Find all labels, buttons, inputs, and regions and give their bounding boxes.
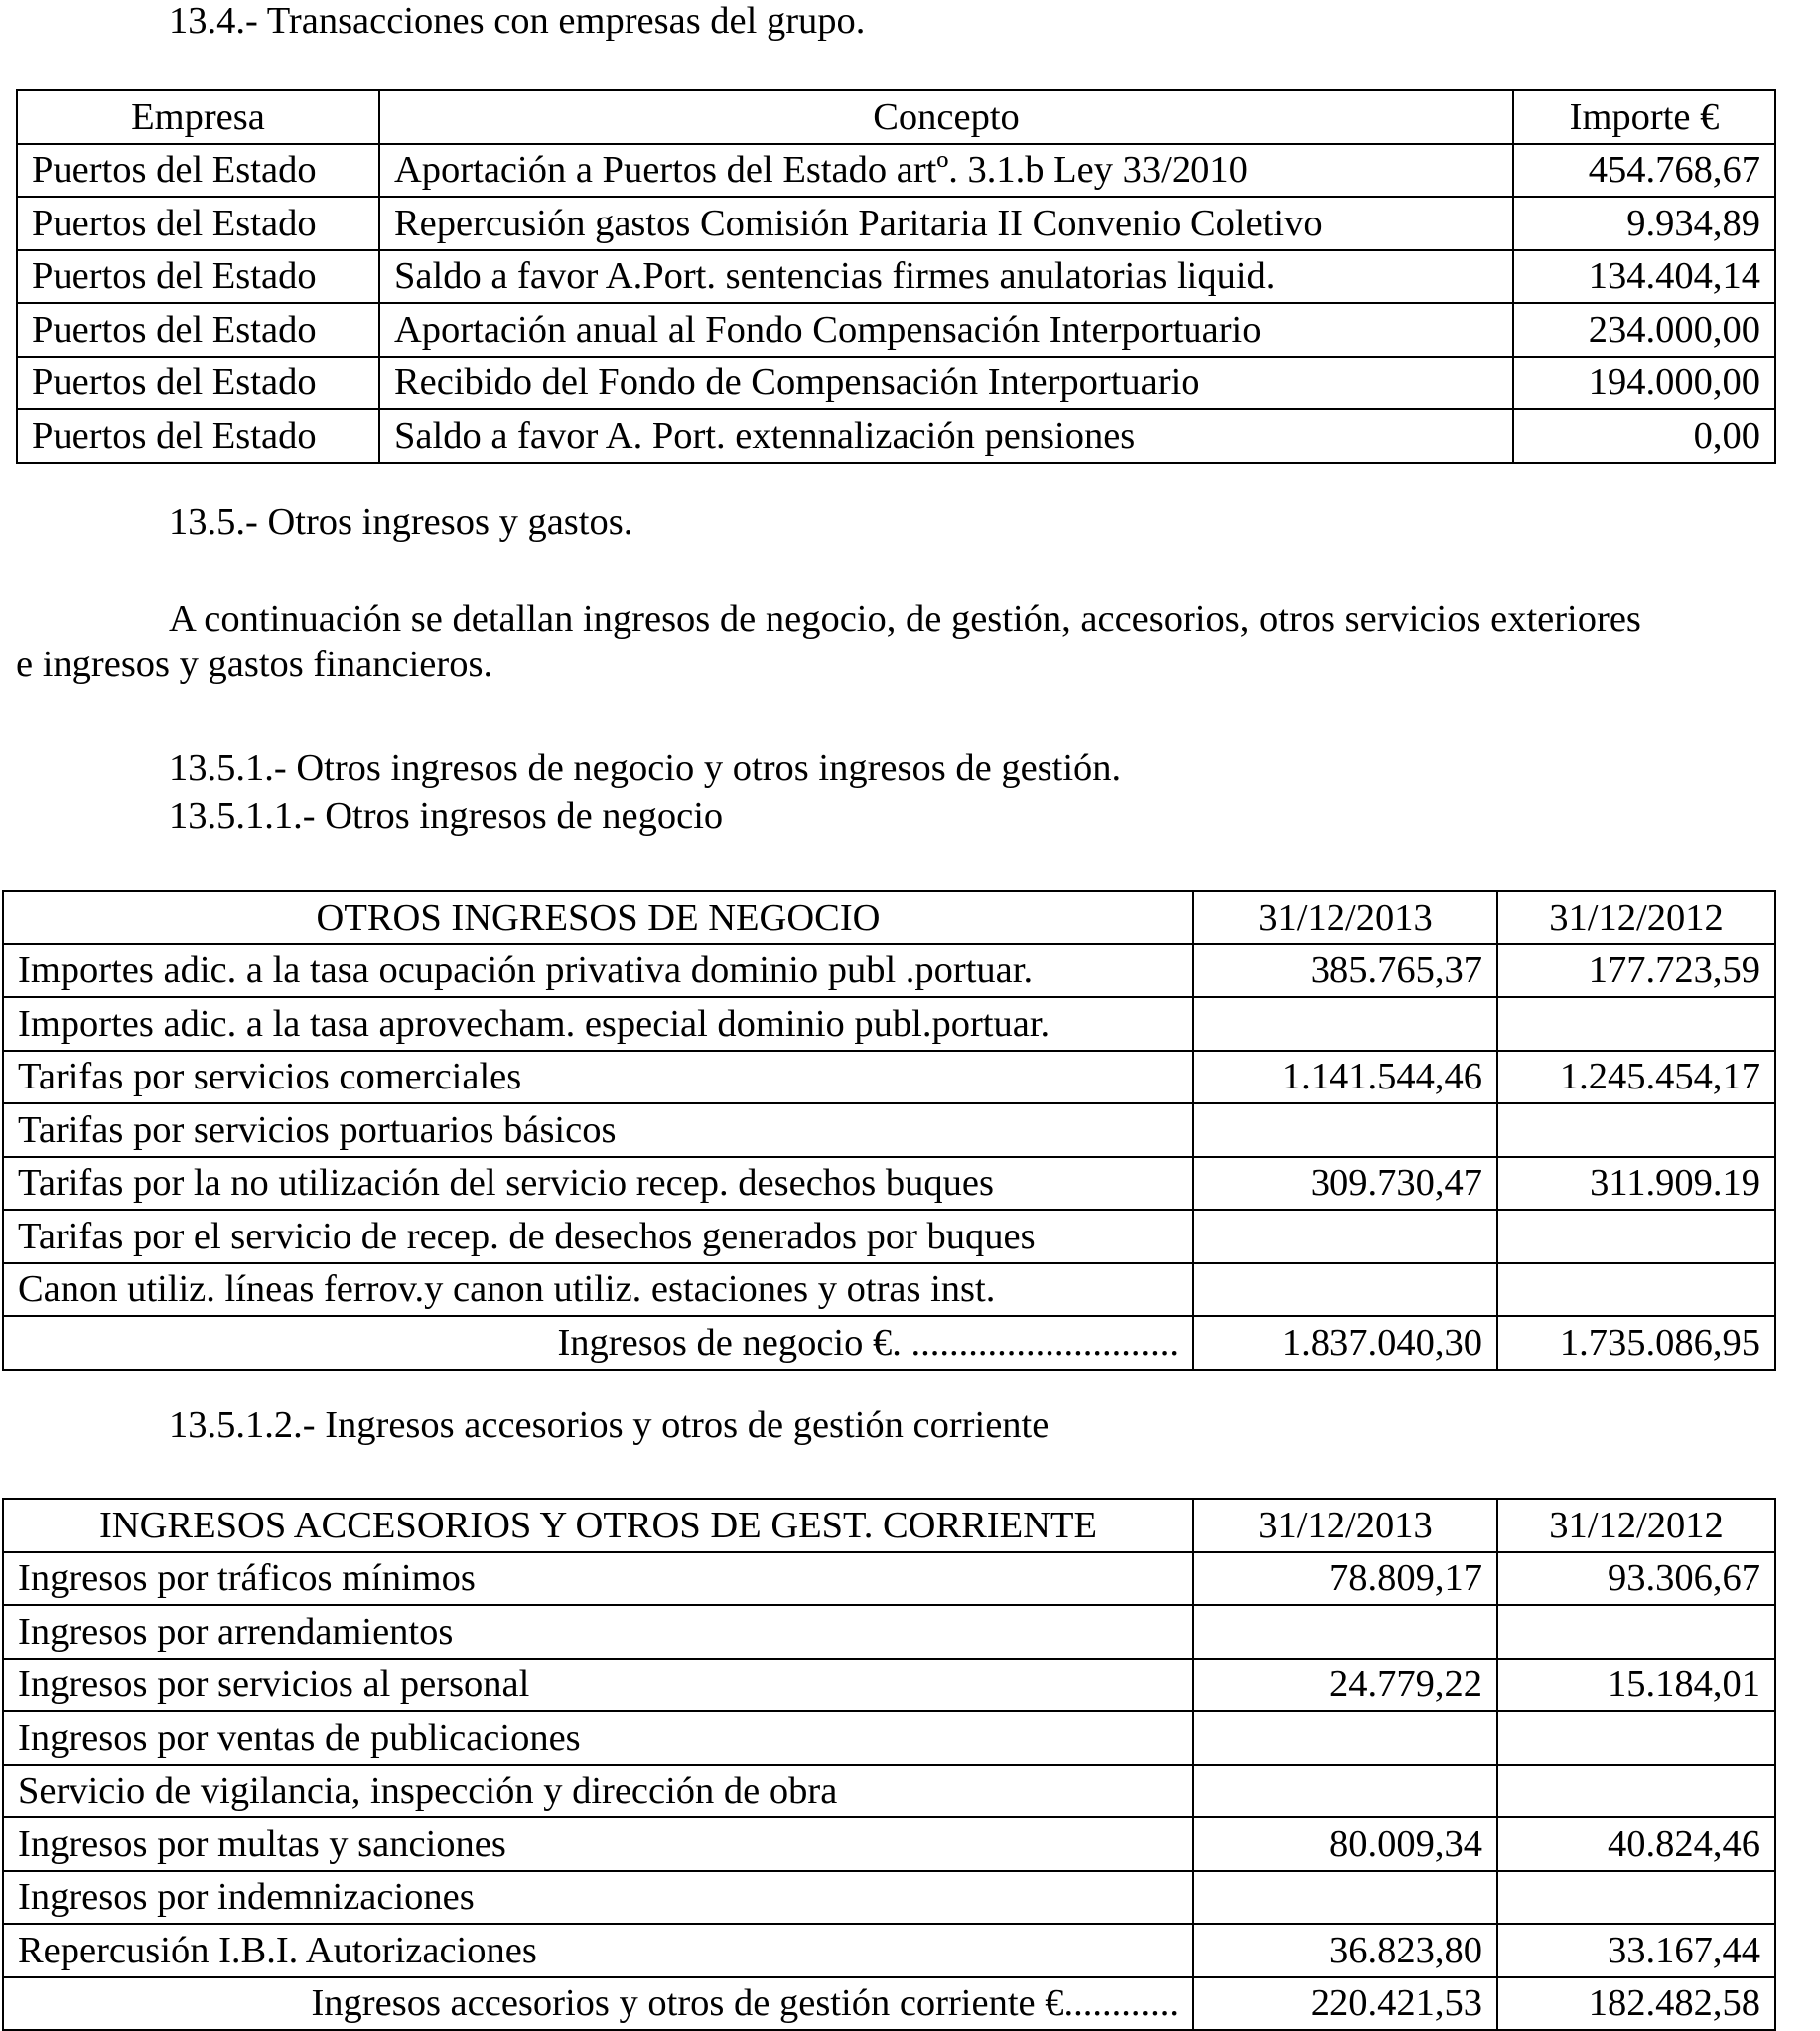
value-2012-cell: 177.723,59 [1497,944,1775,998]
concepto-cell: Importes adic. a la tasa aprovecham. especial dominio publ.portuar. [3,997,1193,1051]
value-2012-cell [1497,1263,1775,1317]
table-row [3,1552,1775,1606]
table-row [3,944,1775,998]
empresa-cell: Puertos del Estado [17,357,379,410]
table-row [17,197,1775,250]
total-label: Ingresos accesorios y otros de gestión corriente €............ [3,1977,1193,2031]
empresa-cell: Puertos del Estado [17,250,379,304]
transacciones-table [16,89,1776,464]
total-row [3,1316,1775,1370]
value-2013-cell [1193,1765,1497,1818]
value-2012-cell [1497,1103,1775,1157]
value-2013-cell: 36.823,80 [1193,1924,1497,1977]
importe-cell: 134.404,14 [1513,250,1775,304]
importe-cell: 0,00 [1513,409,1775,463]
table-row [3,1051,1775,1104]
table-row [3,1871,1775,1925]
concepto-cell: Ingresos por indemnizaciones [3,1871,1193,1925]
table-row [17,303,1775,357]
table-row [17,250,1775,304]
concepto-cell: Tarifas por servicios portuarios básicos [3,1103,1193,1157]
value-2012-cell [1497,1711,1775,1765]
total-label: Ingresos de negocio €. ............................ [3,1316,1193,1370]
concepto-cell: Tarifas por la no utilización del servicio recep. desechos buques [3,1157,1193,1211]
value-2013-cell [1193,1711,1497,1765]
value-2012-cell: 15.184,01 [1497,1659,1775,1712]
heading-13-5-1: 13.5.1.- Otros ingresos de negocio y otros ingresos de gestión. [169,747,1122,789]
importe-cell: 454.768,67 [1513,144,1775,198]
column-header: 31/12/2012 [1497,891,1775,944]
value-2013-cell [1193,1871,1497,1925]
value-2012-cell: 33.167,44 [1497,1924,1775,1977]
column-header: 31/12/2013 [1193,891,1497,944]
concepto-cell: Repercusión I.B.I. Autorizaciones [3,1924,1193,1977]
column-header: INGRESOS ACCESORIOS Y OTROS DE GEST. CORRIENTE [3,1499,1193,1552]
concepto-cell: Canon utiliz. líneas ferrov.y canon utiliz. estaciones y otras inst. [3,1263,1193,1317]
column-header: Concepto [379,90,1513,144]
table-row [3,1659,1775,1712]
concepto-cell: Repercusión gastos Comisión Paritaria II Convenio Coletivo [379,197,1513,250]
intro-paragraph [16,596,1820,687]
total-row [3,1977,1775,2031]
column-header: OTROS INGRESOS DE NEGOCIO [3,891,1193,944]
value-2013-cell: 78.809,17 [1193,1552,1497,1606]
table-row [3,997,1775,1051]
paragraph-line: A continuación se detallan ingresos de negocio, de gestión, accesorios, otros servicios exteriores [169,598,1641,640]
table-row [3,1765,1775,1818]
value-2013-cell [1193,1263,1497,1317]
value-2013-cell [1193,1605,1497,1659]
concepto-cell: Servicio de vigilancia, inspección y dirección de obra [3,1765,1193,1818]
ingresos-accesorios-table [2,1498,1776,2031]
value-2013-cell: 1.141.544,46 [1193,1051,1497,1104]
heading-13-4: 13.4.- Transacciones con empresas del grupo. [169,0,866,42]
concepto-cell: Ingresos por multas y sanciones [3,1817,1193,1871]
concepto-cell: Saldo a favor A.Port. sentencias firmes anulatorias liquid. [379,250,1513,304]
column-header: 31/12/2013 [1193,1499,1497,1552]
heading-13-5-1-1: 13.5.1.1.- Otros ingresos de negocio [169,796,724,837]
value-2012-cell [1497,1765,1775,1818]
value-2012-cell [1497,997,1775,1051]
heading-13-5-1-2: 13.5.1.2.- Ingresos accesorios y otros de gestión corriente [169,1404,1050,1446]
table-row [3,1817,1775,1871]
table-row [3,1605,1775,1659]
column-header: Empresa [17,90,379,144]
table-row [17,357,1775,410]
value-2012-cell: 40.824,46 [1497,1817,1775,1871]
total-2013-cell: 1.837.040,30 [1193,1316,1497,1370]
concepto-cell: Ingresos por arrendamientos [3,1605,1193,1659]
value-2012-cell: 1.245.454,17 [1497,1051,1775,1104]
total-2013-cell: 220.421,53 [1193,1977,1497,2031]
value-2012-cell: 93.306,67 [1497,1552,1775,1606]
value-2012-cell [1497,1210,1775,1263]
empresa-cell: Puertos del Estado [17,303,379,357]
value-2012-cell [1497,1605,1775,1659]
column-header: Importe € [1513,90,1775,144]
value-2012-cell [1497,1871,1775,1925]
importe-cell: 9.934,89 [1513,197,1775,250]
table-row [3,1924,1775,1977]
table-row [3,1103,1775,1157]
table-header-row [17,90,1775,144]
value-2013-cell [1193,1103,1497,1157]
concepto-cell: Aportación a Puertos del Estado artº. 3.1.b Ley 33/2010 [379,144,1513,198]
empresa-cell: Puertos del Estado [17,197,379,250]
concepto-cell: Ingresos por ventas de publicaciones [3,1711,1193,1765]
importe-cell: 194.000,00 [1513,357,1775,410]
empresa-cell: Puertos del Estado [17,144,379,198]
table-header-row [3,891,1775,944]
otros-ingresos-negocio-table [2,890,1776,1371]
concepto-cell: Recibido del Fondo de Compensación Interportuario [379,357,1513,410]
table-row [3,1210,1775,1263]
concepto-cell: Aportación anual al Fondo Compensación Interportuario [379,303,1513,357]
concepto-cell: Importes adic. a la tasa ocupación privativa dominio publ .portuar. [3,944,1193,998]
concepto-cell: Tarifas por el servicio de recep. de desechos generados por buques [3,1210,1193,1263]
total-2012-cell: 182.482,58 [1497,1977,1775,2031]
table-row [3,1711,1775,1765]
column-header: 31/12/2012 [1497,1499,1775,1552]
value-2013-cell: 24.779,22 [1193,1659,1497,1712]
importe-cell: 234.000,00 [1513,303,1775,357]
value-2013-cell: 309.730,47 [1193,1157,1497,1211]
empresa-cell: Puertos del Estado [17,409,379,463]
concepto-cell: Ingresos por servicios al personal [3,1659,1193,1712]
value-2013-cell [1193,1210,1497,1263]
table-header-row [3,1499,1775,1552]
table-row [3,1157,1775,1211]
concepto-cell: Tarifas por servicios comerciales [3,1051,1193,1104]
value-2013-cell: 80.009,34 [1193,1817,1497,1871]
total-2012-cell: 1.735.086,95 [1497,1316,1775,1370]
table-row [3,1263,1775,1317]
value-2012-cell: 311.909.19 [1497,1157,1775,1211]
table-row [17,409,1775,463]
table-row [17,144,1775,198]
heading-13-5: 13.5.- Otros ingresos y gastos. [169,502,633,543]
concepto-cell: Saldo a favor A. Port. extennalización pensiones [379,409,1513,463]
paragraph-line: e ingresos y gastos financieros. [16,644,493,686]
value-2013-cell [1193,997,1497,1051]
value-2013-cell: 385.765,37 [1193,944,1497,998]
concepto-cell: Ingresos por tráficos mínimos [3,1552,1193,1606]
